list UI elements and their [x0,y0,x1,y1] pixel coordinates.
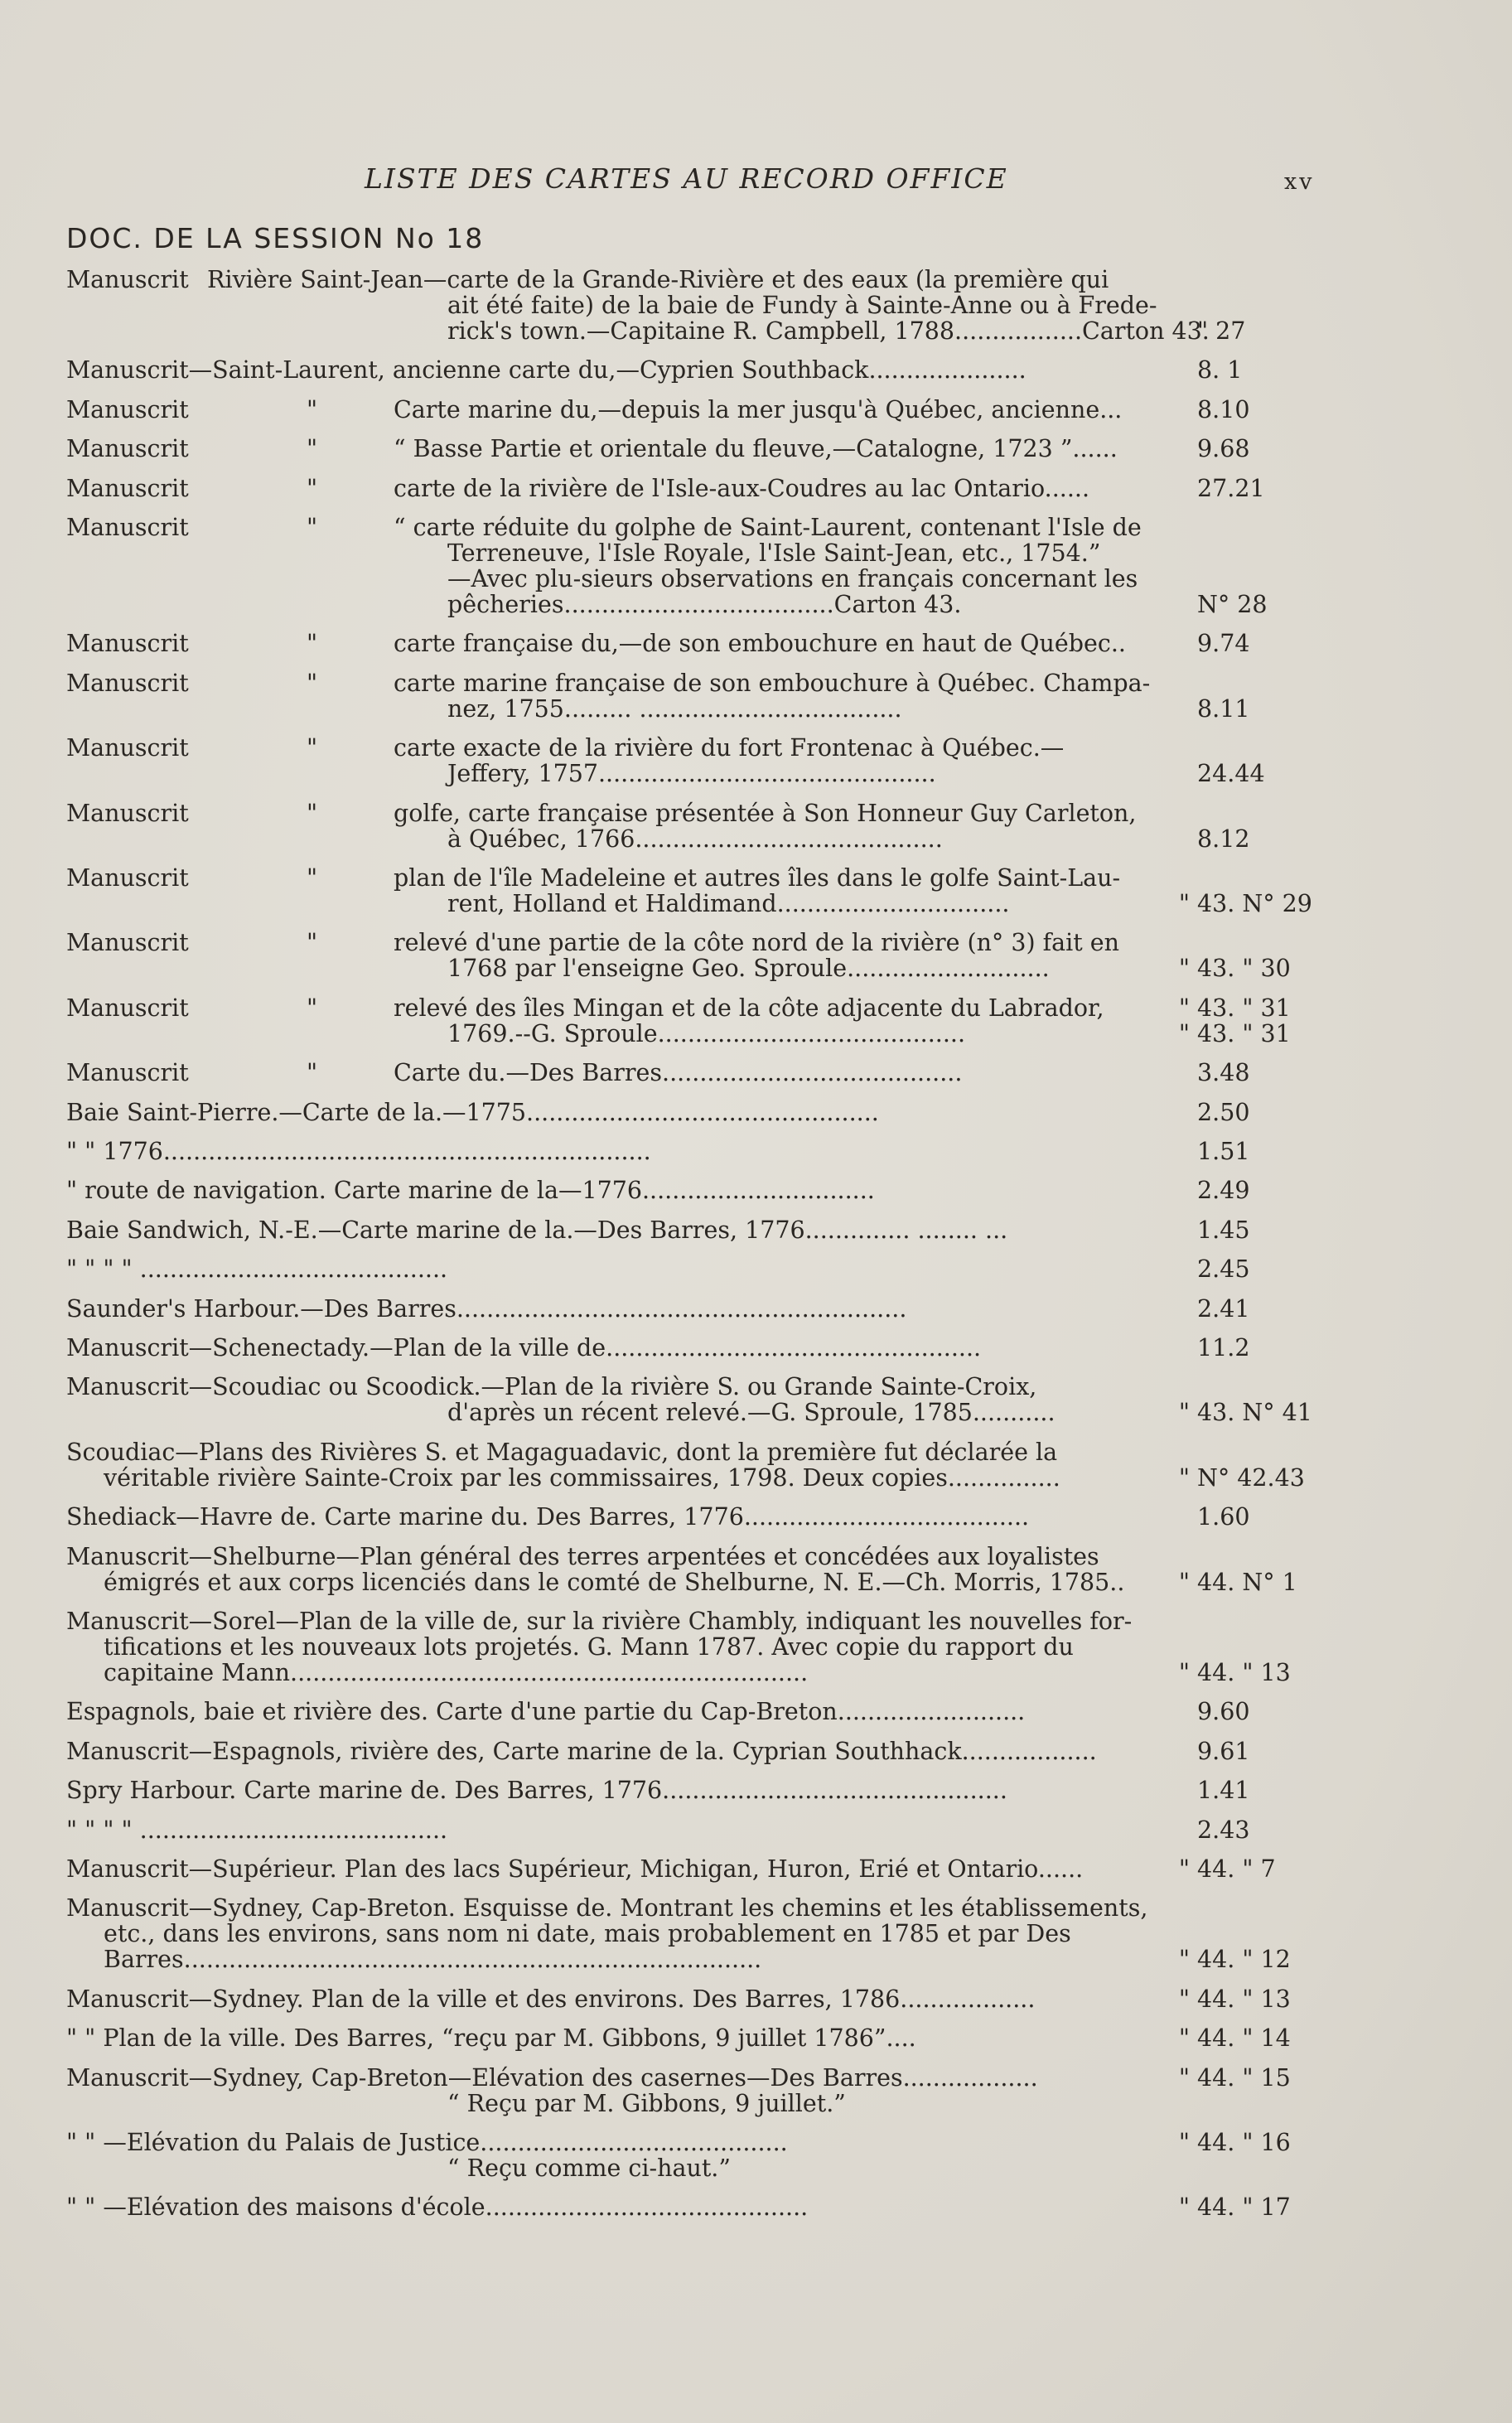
entry-lead: Manuscrit [66,734,189,762]
entry-text: Barres............................................................................. [104,1946,762,1974]
map-entry [0,1608,1512,1685]
entry-line [0,1504,1512,1530]
entry-number: 44. " 13 [1197,1659,1291,1686]
entry-line [0,1660,1512,1685]
entry-number: 44. " 7 [1197,1855,1276,1883]
entry-number: 1.51 [1197,1138,1250,1165]
entry-line [0,2091,1512,2116]
entry-text: “ Reçu comme ci-haut.” [447,2155,731,2182]
entry-lead: Manuscrit—Scoudiac ou Scoodick.—Plan de la rivière S. ou Grande Sainte-Croix, [66,1373,1037,1401]
entry-line [0,1178,1512,1203]
entry-lead: Scoudiac—Plans des Rivières S. et Magaguadavic, dont la première fut déclarée la [66,1438,1058,1466]
entry-line [0,1335,1512,1361]
entry-lead: " " Plan de la ville. Des Barres, “reçu par M. Gibbons, 9 juillet 1786”.... [66,2024,916,2053]
ditto-mark: " [307,734,318,762]
entry-lead: " " " " ......................................... [66,1255,448,1284]
entry-number: 9.74 [1197,630,1250,658]
entry-carton-ref: " [1178,2193,1190,2222]
entry-lead: Manuscrit—Sydney. Plan de la ville et des environs. Des Barres, 1786.................. [66,1985,1036,2013]
entry-line [0,930,1512,955]
entry-text: plan de l'île Madeleine et autres îles dans le golfe Saint-Lau- [394,864,1121,892]
entry-number: 8. 1 [1197,356,1243,384]
map-entry [0,1178,1512,1203]
entry-number: 2.45 [1197,1255,1250,1284]
entry-line [0,515,1512,540]
entry-lead: " " 1776................................................................. [66,1138,651,1165]
ditto-mark: " [307,1059,318,1087]
entry-lead: Baie Saint-Pierre.—Carte de la.—1775............................................... [66,1098,879,1126]
entry-lead: Manuscrit [66,474,189,502]
entry-line [0,1021,1512,1047]
entry-number: 1.45 [1197,1216,1250,1244]
entry-number: 43. " 31 [1197,994,1291,1022]
doc-session-heading: DOC. DE LA SESSION No 18 [66,222,485,254]
entry-lead: Manuscrit [66,266,189,293]
entry-carton-ref: " [1178,2063,1190,2092]
entry-number: 44. " 17 [1197,2193,1291,2222]
entry-line [0,1217,1512,1243]
entry-line [0,631,1512,656]
map-entry [0,1335,1512,1361]
ditto-mark: " [307,994,318,1022]
entry-line [0,2025,1512,2051]
entry-text: carte française du,—de son embouchure en haut de Québec.. [394,630,1126,658]
entry-line [0,1817,1512,1843]
entry-line [0,1634,1512,1660]
entry-carton-ref: " [1178,1019,1190,1047]
entry-line [0,1374,1512,1400]
entry-text: carte de la rivière de l'Isle-aux-Coudres au lac Ontario...... [394,474,1090,502]
entry-line [0,735,1512,761]
entry-text: relevé d'une partie de la côte nord de la rivière (n° 3) fait en [394,929,1120,957]
entry-text: Carte du.—Des Barres........................................ [394,1059,963,1087]
entry-text: relevé des îles Mingan et de la côte adjacente du Labrador, [394,994,1104,1022]
map-entry [0,670,1512,722]
entry-line [0,2130,1512,2155]
map-entry [0,995,1512,1047]
entry-text: 1769.--G. Sproule......................................... [447,1019,966,1047]
entry-number: 3.48 [1197,1059,1250,1087]
entry-text: carte marine française de son embouchure à Québec. Champa- [394,669,1151,697]
entry-lead: Manuscrit [66,669,189,697]
entry-lead: " " " " ......................................... [66,1816,448,1844]
entry-line [0,476,1512,501]
map-entry [0,1374,1512,1425]
entry-line [0,318,1512,344]
ditto-mark: " [307,864,318,892]
entry-line [0,1986,1512,2012]
entry-number: 44. " 15 [1197,2063,1291,2092]
entry-line [0,1465,1512,1491]
entry-number: 8.12 [1197,825,1250,853]
map-entry [0,1217,1512,1243]
entry-number: 8.10 [1197,395,1250,423]
entry-number: 43. " 30 [1197,955,1291,983]
entry-line [0,670,1512,696]
entry-carton-ref: " [1178,2129,1190,2156]
entry-lead: Manuscrit—Sorel—Plan de la ville de, sur la rivière Chambly, indiquant les nouvelles for- [66,1608,1133,1635]
entry-line [0,267,1512,293]
entry-lead: Saunder's Harbour.—Des Barres............................................................ [66,1294,907,1323]
entry-line [0,1699,1512,1724]
entry-line [0,1947,1512,1972]
running-head: LISTE DES CARTES AU RECORD OFFICE [365,162,1008,195]
ditto-mark: " [307,435,318,463]
entry-number: N° 28 [1197,591,1268,618]
entry-line [0,1777,1512,1803]
map-entry [0,800,1512,852]
map-entry [0,1817,1512,1843]
entry-line [0,761,1512,786]
ditto-mark: " [307,514,318,541]
entry-lead: Manuscrit [66,799,189,827]
entry-line [0,800,1512,826]
entry-line [0,1400,1512,1425]
entry-number: N° 42.43 [1197,1463,1305,1492]
entry-line [0,955,1512,981]
entry-number: 43. N° 29 [1197,890,1312,917]
entry-number: 43. N° 41 [1197,1399,1312,1427]
entry-line [0,436,1512,462]
map-entry [0,1256,1512,1282]
entry-line [0,397,1512,423]
entry-lead: " route de navigation. Carte marine de la—1776............................... [66,1177,875,1205]
entry-text: “ Reçu par M. Gibbons, 9 juillet.” [447,2089,846,2117]
map-entry [0,2025,1512,2051]
entry-text: rent, Holland et Haldimand............................... [447,890,1010,917]
entry-text: Jeffery, 1757............................................. [447,760,936,788]
entry-text: d'après un récent relevé.—G. Sproule, 1785........... [447,1399,1056,1427]
entry-line [0,891,1512,916]
entry-number: 44. " 13 [1197,1985,1291,2013]
entry-line [0,1608,1512,1634]
entry-number: 24.44 [1197,760,1265,788]
entry-line [0,1439,1512,1465]
map-entry [0,357,1512,383]
entry-line [0,1100,1512,1125]
entry-number: 44. " 12 [1197,1946,1291,1974]
entry-lead: Manuscrit [66,864,189,892]
entry-lead: Manuscrit—Schenectady.—Plan de la ville de.................................................. [66,1334,982,1361]
entry-lead: Manuscrit [66,514,189,541]
entry-line [0,1139,1512,1164]
entry-line [0,995,1512,1021]
entry-line [0,1060,1512,1086]
entry-lead: " " —Elévation des maisons d'école........................................... [66,2193,809,2222]
entry-lead: Manuscrit [66,994,189,1022]
entry-text: capitaine Mann..................................................................... [104,1659,809,1686]
entry-number: 44. " 16 [1197,2129,1291,2156]
entry-number: 1.41 [1197,1777,1250,1805]
map-entry [0,2065,1512,2116]
entry-number: 2.49 [1197,1177,1250,1205]
entry-text: véritable rivière Sainte-Croix par les commissaires, 1798. Deux copies............... [104,1463,1060,1492]
map-entry [0,631,1512,656]
ditto-mark: " [307,669,318,697]
entry-text: etc., dans les environs, sans nom ni date, mais probablement en 1785 et par Des [104,1920,1071,1948]
entry-line [0,1544,1512,1569]
entry-text: carte exacte de la rivière du fort Frontenac à Québec.— [394,734,1065,762]
ditto-mark: " [307,395,318,423]
entry-line [0,1569,1512,1595]
entry-carton-ref: " [1178,1463,1190,1492]
entry-lead: Shediack—Havre de. Carte marine du. Des Barres, 1776...................................... [66,1503,1030,1531]
map-entry [0,515,1512,617]
entry-carton-ref: " [1178,1855,1190,1883]
entry-carton-ref: " [1178,955,1190,983]
entry-text: nez, 1755......... ................................... [447,694,902,723]
entry-lead: Baie Sandwich, N.-E.—Carte marine de la.—Des Barres, 1776.............. ........ ... [66,1216,1008,1244]
entry-line [0,865,1512,891]
entry-number: " 27 [1197,317,1246,345]
entry-text: —Avec plu-sieurs observations en français concernant les [447,565,1138,592]
entry-lead: Manuscrit—Shelburne—Plan général des terres arpentées et concédées aux loyalistes [66,1542,1099,1570]
entry-carton-ref: " [1178,1399,1190,1427]
entry-text: “ carte réduite du golphe de Saint-Laurent, contenant l'Isle de [394,514,1142,541]
map-entry [0,436,1512,462]
entry-number: 9.61 [1197,1737,1250,1765]
map-entry [0,1739,1512,1764]
map-entry [0,2130,1512,2181]
map-entry [0,1895,1512,1972]
entry-number: 43. " 31 [1197,1019,1291,1047]
entry-line [0,566,1512,592]
entry-line [0,1739,1512,1764]
entry-text: émigrés et aux corps licenciés dans le comté de Shelburne, N. E.—Ch. Morris, 1785.. [104,1568,1125,1596]
entry-line [0,357,1512,383]
entry-line [0,2155,1512,2181]
map-entry [0,2194,1512,2220]
map-entry [0,397,1512,423]
entry-lead: Manuscrit—Supérieur. Plan des lacs Supérieur, Michigan, Huron, Erié et Ontario...... [66,1855,1084,1883]
map-entry [0,1699,1512,1724]
map-entry [0,930,1512,981]
entry-line [0,826,1512,852]
entry-line [0,1296,1512,1322]
map-entry [0,1986,1512,2012]
entry-text: ait été faite) de la baie de Fundy à Sainte-Anne ou à Frede- [447,292,1157,319]
entry-lead: Manuscrit [66,395,189,423]
ditto-mark: " [307,929,318,957]
entry-number: 44. N° 1 [1197,1568,1297,1596]
entry-line [0,1256,1512,1282]
map-entry [0,1439,1512,1491]
map-entry [0,735,1512,786]
entry-lead: Espagnols, baie et rivière des. Carte d'une partie du Cap-Breton......................... [66,1698,1026,1726]
entry-lead: Manuscrit—Sydney, Cap-Breton. Esquisse de. Montrant les chemins et les établissements, [66,1894,1148,1922]
entry-number: 2.43 [1197,1816,1250,1844]
map-entry [0,1856,1512,1882]
entry-lead: Spry Harbour. Carte marine de. Des Barres, 1776.............................................. [66,1777,1007,1805]
entry-lead: Manuscrit [66,1059,189,1087]
entry-lead: Manuscrit—Espagnols, rivière des, Carte marine de la. Cyprian Southhack.................. [66,1737,1097,1765]
entry-carton-ref: " [1178,1659,1190,1686]
map-entry [0,1100,1512,1125]
entry-number: 9.60 [1197,1698,1250,1726]
entry-lead: Manuscrit [66,435,189,463]
entry-line [0,540,1512,566]
entry-number: 2.41 [1197,1294,1250,1323]
entry-text: à Québec, 1766......................................... [447,825,943,853]
entry-carton-ref: " [1178,994,1190,1022]
entry-number: 1.60 [1197,1503,1250,1531]
entry-text: 1768 par l'enseigne Geo. Sproule........................... [447,955,1050,983]
entry-text: tifications et les nouveaux lots projetés. G. Mann 1787. Avec copie du rapport du [104,1633,1074,1661]
map-entry [0,476,1512,501]
entry-carton-ref: " [1178,2024,1190,2053]
page-number: xv [1284,169,1315,195]
entry-line [0,2065,1512,2091]
entry-carton-ref: " [1178,1946,1190,1974]
entry-carton-ref: " [1178,890,1190,917]
entry-text: rick's town.—Capitaine R. Campbell, 1788.................Carton 43. [447,317,1210,345]
entry-text: “ Basse Partie et orientale du fleuve,—Catalogne, 1723 ”...... [394,435,1118,463]
map-entry [0,1544,1512,1595]
map-entry [0,1060,1512,1086]
entry-text: pêcheries....................................Carton 43. [447,591,962,618]
entry-text: Terreneuve, l'Isle Royale, l'Isle Saint-Jean, etc., 1754.” [447,539,1101,567]
entry-number: 8.11 [1197,694,1250,723]
entry-lead: Manuscrit [66,929,189,957]
entry-line [0,1895,1512,1921]
map-entry [0,1777,1512,1803]
entry-line [0,592,1512,617]
entry-number: 44. " 14 [1197,2024,1291,2053]
entry-text: golfe, carte française présentée à Son Honneur Guy Carleton, [394,799,1137,827]
ditto-mark: " [307,474,318,502]
entry-lead: Manuscrit—Sydney, Cap-Breton—Elévation des casernes—Des Barres.................. [66,2063,1038,2092]
entry-line [0,293,1512,318]
entry-number: 9.68 [1197,435,1250,463]
entry-number: 11.2 [1197,1334,1250,1361]
entry-lead: Manuscrit—Saint-Laurent, ancienne carte du,—Cyprien Southback..................... [66,356,1027,384]
entry-lead: " " —Elévation du Palais de Justice......................................... [66,2129,788,2156]
entry-number: 2.50 [1197,1098,1250,1126]
map-entry [0,267,1512,344]
entry-line [0,1921,1512,1947]
entry-text: Carte marine du,—depuis la mer jusqu'à Québec, ancienne... [394,395,1123,423]
entry-carton-ref: " [1178,1568,1190,1596]
entry-text: Rivière Saint-Jean—carte de la Grande-Rivière et des eaux (la première qui [207,266,1109,293]
map-entry [0,1296,1512,1322]
entry-line [0,1856,1512,1882]
entry-line [0,696,1512,722]
map-entry [0,1504,1512,1530]
map-entry [0,865,1512,916]
ditto-mark: " [307,630,318,658]
entry-lead: Manuscrit [66,630,189,658]
entry-number: 27.21 [1197,474,1265,502]
entry-line [0,2194,1512,2220]
map-entry [0,1139,1512,1164]
ditto-mark: " [307,799,318,827]
entry-carton-ref: " [1178,1985,1190,2013]
